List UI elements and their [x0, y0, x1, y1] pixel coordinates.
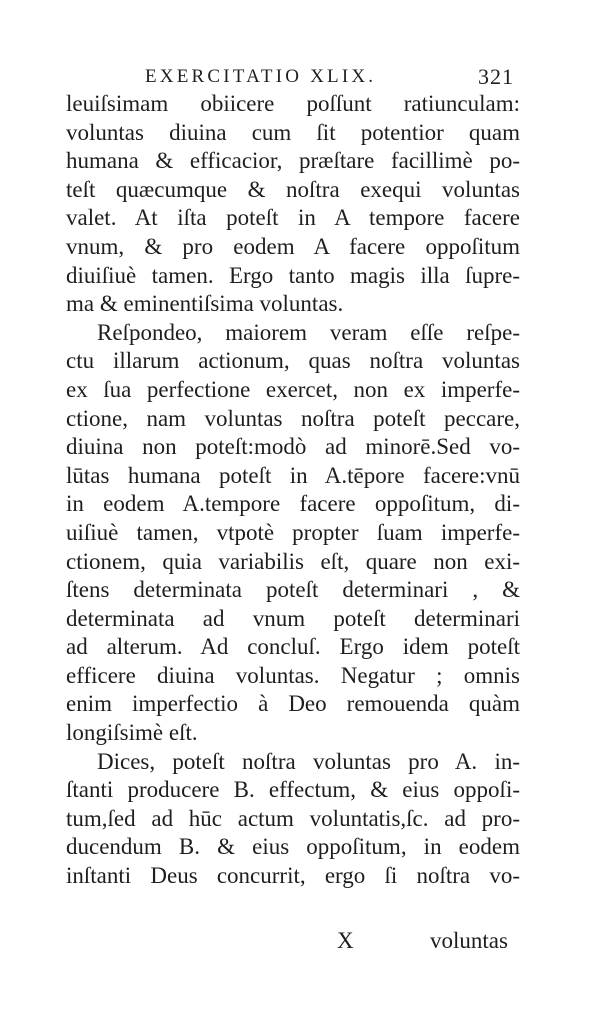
text-line: diuiſiuè tamen. Ergo tanto magis illa ſupre-: [66, 262, 520, 288]
text-line: diuina non poteſt:modò ad minorē.Sed vo-: [66, 434, 520, 460]
catchword: voluntas: [430, 928, 508, 953]
text-line: ctione, nam voluntas noſtra poteſt peccare,: [66, 405, 520, 431]
text-line: tum,ſed ad hūc actum voluntatis,ſc. ad pro-: [66, 805, 520, 831]
text-line: determinata ad vnum poteſt determinari: [66, 605, 520, 631]
text-line: inſtanti Deus concurrit, ergo ſi noſtra vo-: [66, 863, 520, 889]
text-line: teſt quæcumque & noſtra exequi voluntas: [66, 176, 520, 202]
text-line: vnum, & pro eodem A facere oppoſitum: [66, 233, 520, 259]
text-line: leuiſsimam obiicere poſſunt ratiunculam:: [66, 91, 520, 116]
text-line: lūtas humana poteſt in A.tēpore facere:vnū: [66, 462, 520, 488]
page-footer: [0, 928, 591, 960]
text-line: ad alterum. Ad concluſ. Ergo idem poteſt: [66, 634, 520, 660]
text-line: in eodem A.tempore facere oppoſitum, di-: [66, 491, 520, 517]
text-line: uiſiuè tamen, vtpotè propter ſuam imperfe-: [66, 519, 520, 545]
page-number: 321: [478, 64, 514, 89]
text-line: ex ſua perfectione exercet, non ex imperfe-: [66, 376, 520, 402]
text-line: enim imperfectio à Deo remouenda quàm: [66, 691, 520, 717]
running-head: EXERCITATIO XLIX.: [145, 66, 377, 87]
text-line: ma & eminentiſsima voluntas.: [66, 291, 344, 317]
text-line: ſtanti producere B. effectum, & eius oppoſi-: [66, 777, 520, 803]
paragraph-start-line: Reſpondeo, maiorem veram eſſe reſpe-: [97, 319, 520, 345]
text-line: longiſsimè eſt.: [66, 720, 198, 746]
text-line: ſtens determinata poteſt determinari , &: [66, 577, 520, 603]
text-line: ctionem, quia variabilis eſt, quare non exi-: [66, 548, 520, 574]
text-line: humana & efficacior, præſtare facillimè po-: [66, 148, 520, 174]
text-line: voluntas diuina cum ſit potentior quam: [66, 119, 520, 145]
body-text: [66, 90, 520, 891]
text-line: ctu illarum actionum, quas noſtra voluntas: [66, 348, 520, 374]
text-line: ducendum B. & eius oppoſitum, in eodem: [66, 834, 520, 860]
text-line: efficere diuina voluntas. Negatur ; omnis: [66, 662, 520, 688]
text-line: valet. At iſta poteſt in A tempore facere: [66, 205, 520, 231]
signature-mark: X: [337, 928, 354, 953]
paragraph-start-line: Dices, poteſt noſtra voluntas pro A. in-: [97, 748, 520, 774]
